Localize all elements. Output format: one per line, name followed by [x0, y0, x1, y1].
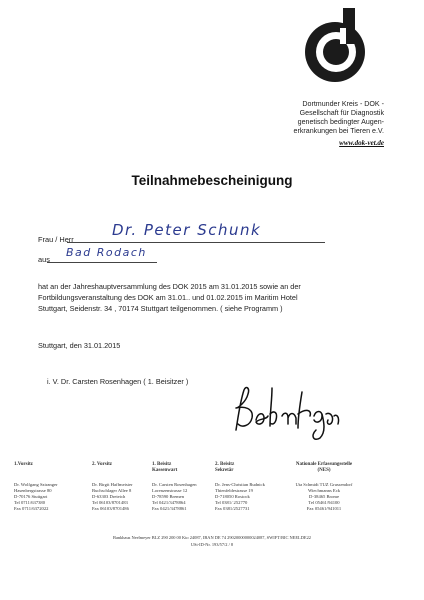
board-line: Tel 0711/637380	[14, 500, 46, 505]
handwritten-name: Dr. Peter Schunk	[112, 221, 262, 239]
board-line: Tel 06103/8701483	[92, 500, 128, 505]
board-member-1	[14, 462, 84, 512]
body-text-line: hat an der Jahreshauptversammlung des DOK 2015 am 31.01.2015 sowie an der	[38, 282, 301, 291]
org-description-line: Gesellschaft für Diagnostik	[299, 109, 384, 117]
place-label: aus	[38, 255, 50, 264]
board-line: Fax 0421/3478861	[152, 506, 187, 511]
board-line: Wiechmanns Eck	[307, 488, 341, 493]
document-title: Teilnahmebescheinigung	[131, 173, 293, 188]
board-role: 1.Vorsitz	[14, 462, 33, 467]
signer-name: i. V. Dr. Carsten Rosenhagen ( 1. Beisitzer )	[47, 377, 189, 386]
body-text-line: Fortbildungsveranstaltung des DOK am 31.01.. und 01.02.2015 im Maritim Hotel	[38, 293, 298, 302]
board-line: D-63303 Dreieich	[92, 494, 126, 499]
board-role: 2. Vorsitz	[92, 462, 112, 467]
board-line: Tel 05461/94100	[308, 500, 340, 505]
board-line: Fax 06103/8701486	[92, 506, 129, 511]
tax-id: USt-ID-Nr. 193/57/2 / 8	[190, 542, 234, 547]
name-underline	[67, 242, 325, 243]
board-line: Fax 05461/941011	[306, 506, 342, 511]
org-name-line: Dortmunder Kreis - DOK -	[302, 100, 384, 108]
board-line: Uta Schmidt TUZ Grussendorf	[295, 482, 353, 487]
org-description-line: genetisch bedingter Augen-	[297, 118, 384, 126]
name-label: Frau / Herr	[38, 235, 74, 244]
board-line: D-718050 Rostock	[215, 494, 250, 499]
place-date: Stuttgart, den 31.01.2015	[38, 341, 121, 350]
board-line: Tel 0421/3478864	[152, 500, 186, 505]
bank-details: Bankhaus Neelmeyer BLZ 290 200 00 Kto 24087, IBAN DE 74 29020000000024087, SWIFT/BIC NEELDE22	[113, 535, 311, 540]
board-line: Fax 0711/6372022	[14, 506, 49, 511]
board-line: Hasenbergstrasse 80	[14, 488, 52, 493]
board-role: Nationale Erfassungsstelle (NES)	[295, 462, 353, 473]
handwritten-place: Bad Rodach	[66, 246, 147, 259]
board-line: Dr. Jens-Christian Rudnick	[215, 482, 265, 487]
board-line: D-38465 Brome	[309, 494, 339, 499]
board-line: Dr. Birgit Haffmeister	[92, 482, 133, 487]
board-line: Dr. Wolfgang Sziranger	[14, 482, 58, 487]
body-text-line: Stuttgart, Seidenstr. 34 , 70174 Stuttgart teilgenommen. ( siehe Programm )	[38, 304, 283, 313]
place-underline	[47, 262, 157, 263]
board-role: 2. Beisitz Sekretär	[215, 462, 235, 473]
handwritten-signature	[226, 380, 344, 442]
board-member-4	[215, 462, 285, 512]
board-line: Buchschlager Allee 8	[92, 488, 132, 493]
board-role: 1. Beisitz Kassenwart	[152, 462, 178, 473]
org-description-line: erkrankungen bei Tieren e.V.	[293, 127, 384, 135]
board-line: Dr. Carsten Rosenhagen	[152, 482, 197, 487]
board-member-3	[152, 462, 222, 512]
board-line: D-70176 Stuttgart	[14, 494, 48, 499]
dok-logo	[300, 8, 370, 92]
board-line: Tel 0381/ 252770	[215, 500, 248, 505]
board-line: Thienfeldestrasse 19	[215, 488, 253, 493]
website-link[interactable]: www.dok-vet.de	[339, 139, 384, 147]
board-line: Fax 0381/2527731	[215, 506, 250, 511]
board-line: D-78590 Bremen	[152, 494, 185, 499]
board-member-5	[284, 462, 364, 512]
board-line: Lorenzenstrasse 12	[152, 488, 188, 493]
